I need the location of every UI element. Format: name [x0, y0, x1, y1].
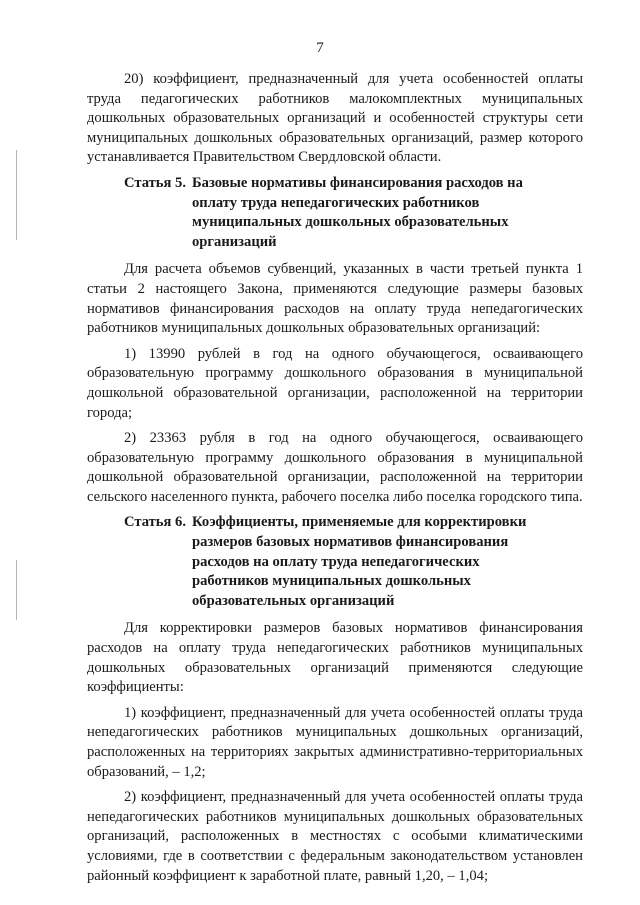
- page-number: 7: [316, 40, 324, 56]
- scan-margin-mark: [16, 560, 17, 620]
- scan-margin-mark: [16, 150, 17, 240]
- paragraph: Для корректировки размеров базовых нормативов финансирования расходов на оплату труда непедагогических работников муниципальных дошкольных образовательных организаций применяются следующие коэффициенты:: [87, 620, 583, 696]
- document-body: [87, 70, 583, 892]
- list-item: 1) 13990 рублей в год на одного обучающегося, осваивающего образовательную программу дошкольного образования в муниципальной дошкольной образовательной организации, расположенной на территории города;: [87, 345, 583, 421]
- article-6-heading: [87, 513, 583, 611]
- article-number: Статья 6.: [124, 514, 186, 531]
- list-item: 2) 23363 рубля в год на одного обучающегося, осваивающего образовательную программу дошкольного образования в муниципальной дошкольной образовательной организации, расположенной на территории сельского населенного пункта, рабочего поселка либо поселка городского типа.: [87, 430, 583, 505]
- article-title: Базовые нормативы финансирования расходов на оплату труда непедагогических работников муниципальных дошкольных образовательных организаций: [192, 174, 523, 250]
- list-item-20: 20) коэффициент, предназначенный для учета особенностей оплаты труда педагогических работников малокомплектных муниципальных дошкольных образовательных организаций и особенностей структуры сети муниципальных дошкольных образовательных организаций, размер которого устанавливается Правительством Свердловской области.: [87, 71, 583, 166]
- list-item: 2) коэффициент, предназначенный для учета особенностей оплаты труда непедагогических работников муниципальных дошкольных образовательных организаций, расположенных в местностях с особыми климатическими условиями, где в соответствии с федеральным законодательством установлен районный коэффициент к заработной плате, равный 1,20, – 1,04;: [87, 789, 583, 884]
- article-title: Коэффициенты, применяемые для корректировки размеров базовых нормативов финансирования расходов на оплату труда непедагогических работников муниципальных дошкольных образовательных организаций: [192, 514, 527, 609]
- paragraph: Для расчета объемов субвенций, указанных в части третьей пункта 1 статьи 2 настоящего Закона, применяются следующие размеры базовых нормативов финансирования расходов на оплату труда непедагогических работников муниципальных дошкольных образовательных организаций:: [87, 261, 583, 337]
- article-5-heading: [87, 174, 583, 252]
- list-item: 1) коэффициент, предназначенный для учета особенностей оплаты труда непедагогических работников муниципальных дошкольных организаций, расположенных на территориях закрытых административно-территориальных образований, – 1,2;: [87, 704, 583, 780]
- article-number: Статья 5.: [124, 174, 186, 191]
